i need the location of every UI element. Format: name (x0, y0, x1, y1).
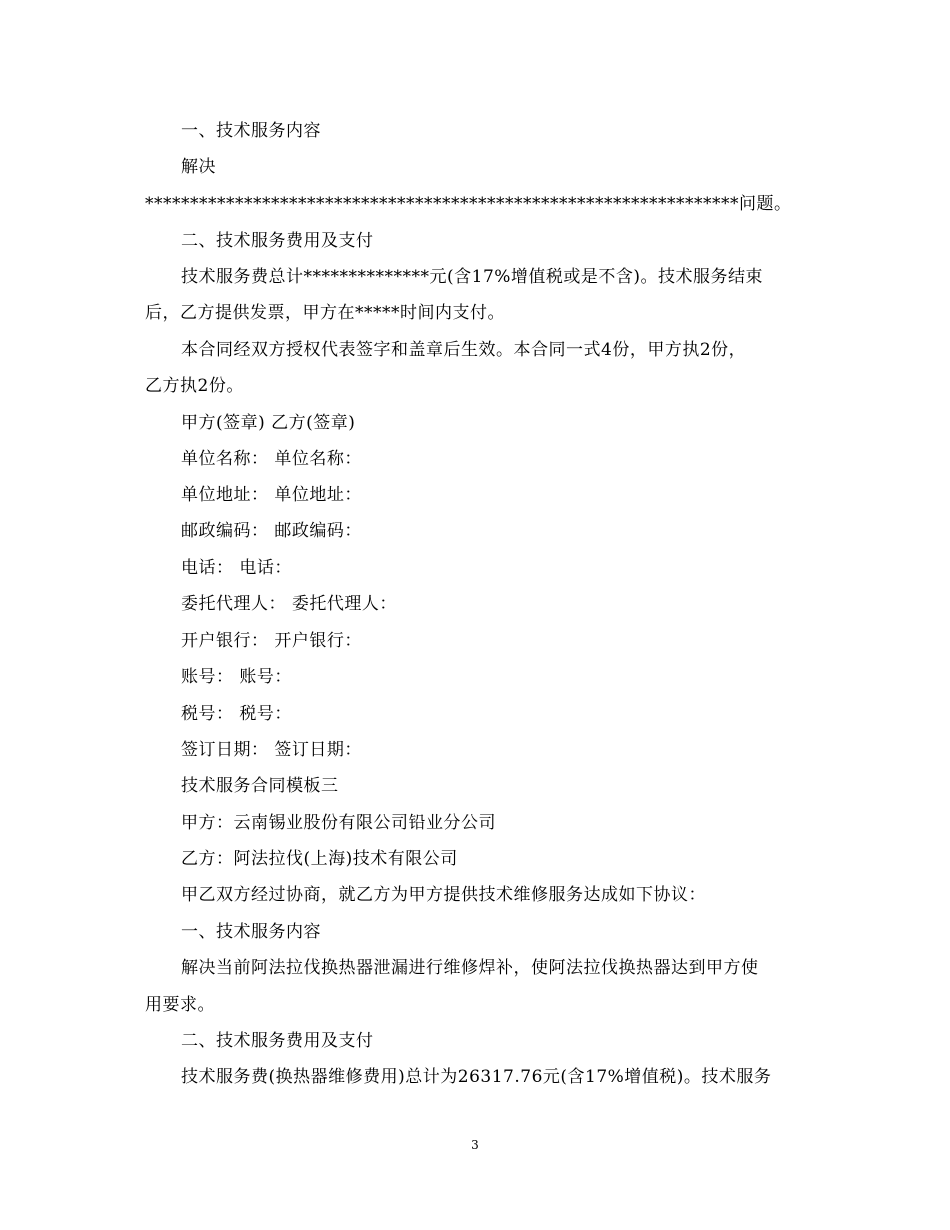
field-sign-date: 签订日期： 签订日期： (181, 740, 362, 760)
field-tax-id: 税号： 税号： (181, 704, 292, 724)
section-heading-fee-payment: 二、技术服务费用及支付 (181, 1031, 374, 1051)
field-unit-name: 单位名称： 单位名称： (181, 449, 362, 469)
paragraph-line: 甲乙双方经过协商，就乙方为甲方提供技术维修服务达成如下协议： (181, 885, 706, 905)
page-number: 3 (471, 1138, 479, 1152)
field-unit-address: 单位地址： 单位地址： (181, 485, 362, 505)
field-postal-code: 邮政编码： 邮政编码： (181, 521, 362, 541)
section-heading-service-content: 一、技术服务内容 (181, 121, 321, 141)
field-bank: 开户银行： 开户银行： (181, 631, 362, 651)
paragraph-line: 解决当前阿法拉伐换热器泄漏进行维修焊补，使阿法拉伐换热器达到甲方使 (181, 958, 759, 978)
field-phone: 电话： 电话： (181, 558, 292, 578)
party-b: 乙方：阿法拉伐(上海)技术有限公司 (181, 849, 458, 869)
field-account: 账号： 账号： (181, 667, 292, 687)
signature-header: 甲方(签章) 乙方(签章) (181, 413, 356, 433)
party-a: 甲方：云南锡业股份有限公司铅业分公司 (181, 813, 496, 833)
paragraph-line: 乙方执2份。 (145, 376, 244, 396)
paragraph-line: 后，乙方提供发票，甲方在*****时间内支付。 (145, 303, 505, 323)
field-agent: 委托代理人： 委托代理人： (181, 594, 397, 614)
paragraph-line: 技术服务费总计**************元(含17%增值税或是不含)。技术服务结束 (181, 267, 764, 287)
section-heading-service-content: 一、技术服务内容 (181, 922, 321, 942)
paragraph-line: ******************************************************************问题。 (145, 194, 792, 214)
template-title: 技术服务合同模板三 (181, 776, 339, 796)
paragraph-line: 技术服务费(换热器维修费用)总计为26317.76元(含17%增值税)。技术服务 (181, 1067, 772, 1087)
section-heading-fee-payment: 二、技术服务费用及支付 (181, 231, 374, 251)
paragraph-line: 用要求。 (145, 995, 215, 1015)
paragraph-line: 本合同经双方授权代表签字和盖章后生效。本合同一式4份，甲方执2份， (181, 340, 747, 360)
paragraph-line: 解决 (181, 157, 216, 177)
